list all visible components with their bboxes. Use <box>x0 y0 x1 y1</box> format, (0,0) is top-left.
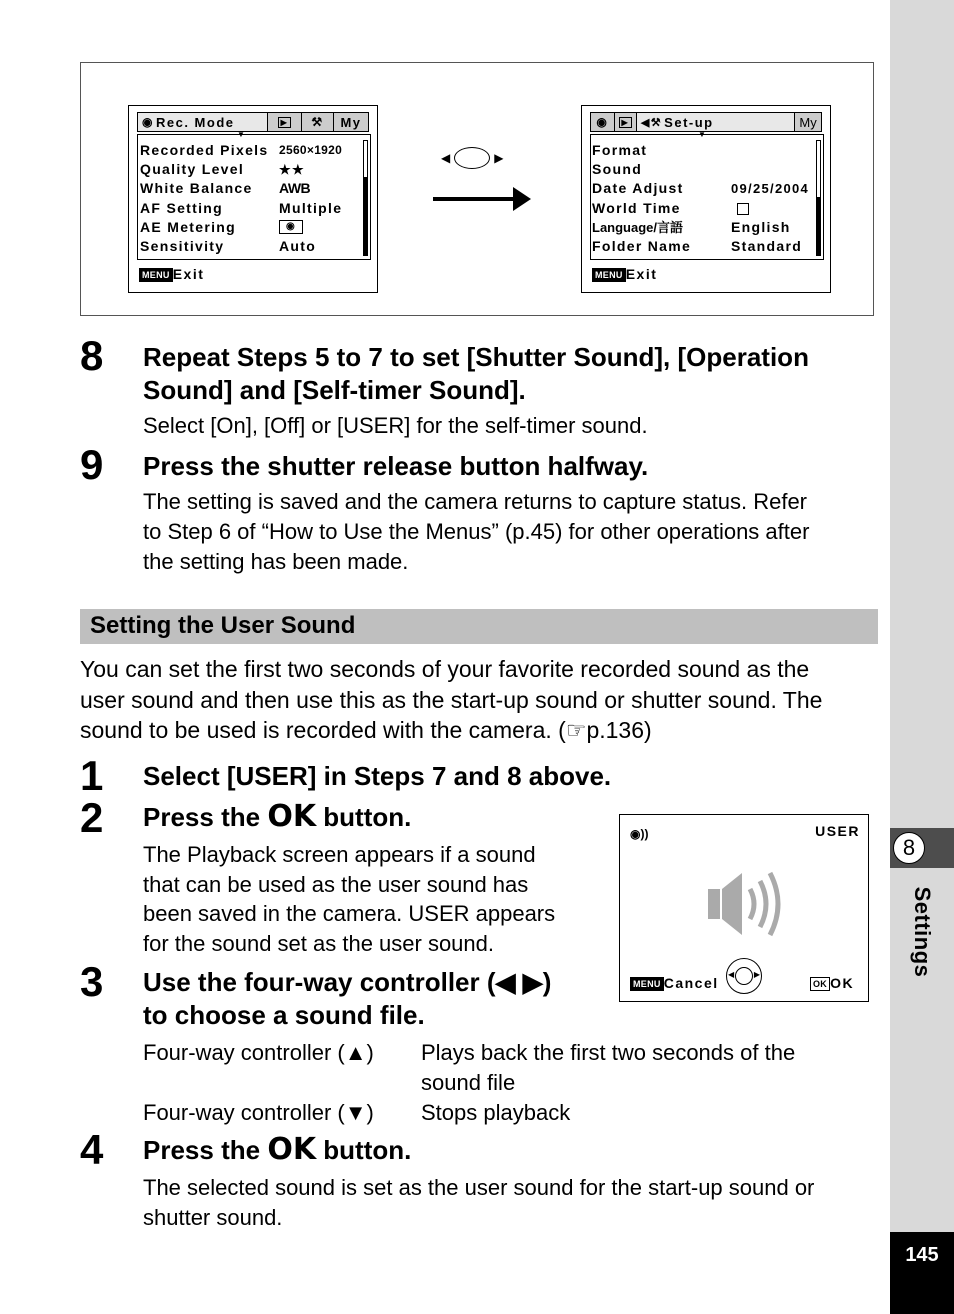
section-title: Setting the User Sound <box>90 612 356 639</box>
sound-record-icon: ◉)) <box>630 827 649 841</box>
ok-glyph: OK <box>267 799 317 834</box>
step-4-body: The selected sound is set as the user sound for the start-up sound or shutter sound. <box>143 1175 815 1230</box>
step-number-3: 3 <box>80 958 104 1005</box>
camera-icon: ◉ <box>142 115 154 129</box>
list-item: Date Adjust 09/25/2004 <box>592 180 810 197</box>
ok-hint: OK OK <box>810 975 854 991</box>
chapter-label: Settings <box>910 886 935 978</box>
step-3-title: Use the four-way controller (◀ ▶) to choose a sound file. <box>143 967 552 1030</box>
control-cell: Four-way controller (▼) <box>143 1100 374 1125</box>
table-row <box>143 1098 795 1128</box>
user-label: USER <box>815 823 860 839</box>
step-number-8: 8 <box>80 332 104 379</box>
tab-rec-mode: ◉ Rec. Mode <box>138 113 268 131</box>
scrollbar <box>816 140 821 256</box>
camera-icon: ◉ <box>591 113 615 131</box>
tab-my: My <box>799 114 817 130</box>
list-item: White Balance AWB <box>140 180 311 197</box>
step-number-1: 1 <box>80 752 104 799</box>
list-item: AE Metering ◉ <box>140 218 342 237</box>
list-item: Sound <box>592 161 643 178</box>
table-row <box>143 1038 795 1098</box>
tab-setup: ◀⚒ Set-up <box>637 113 795 131</box>
step-number-2: 2 <box>80 794 104 841</box>
ok-key-icon: OK <box>810 977 830 991</box>
speaker-icon <box>706 869 786 939</box>
exit-hint: MENU Exit <box>139 266 204 282</box>
playback-icon: ▶ <box>615 113 637 131</box>
list-item: World Time <box>592 199 809 218</box>
tab-my: My <box>340 114 362 130</box>
step-9-body: The setting is saved and the camera returns to capture status. Refer to Step 6 of “How to Use the Menus” (p.45) for other operations after the setting has been made. <box>143 489 810 574</box>
step-9-title: Press the shutter release button halfway. <box>143 451 649 481</box>
step-8-body: Select [On], [Off] or [USER] for the self-timer sound. <box>143 413 648 438</box>
setup-icon: ⚒ <box>302 113 334 131</box>
menu-tabs <box>137 112 369 132</box>
step-8-title: Repeat Steps 5 to 7 to set [Shutter Sound], [Operation Sound] and [Self-timer Sound]. <box>143 342 809 405</box>
cursor-arrow-icon: ▼ <box>698 130 706 139</box>
list-item: AF Setting Multiple <box>140 199 343 216</box>
chapter-number: 8 <box>893 832 925 864</box>
controller-table <box>143 1038 795 1128</box>
list-item: Quality Level ★★ <box>140 161 305 178</box>
cursor-arrow-icon: ▼ <box>237 130 245 139</box>
page-number: 145 <box>890 1232 954 1314</box>
menu-figure <box>80 62 874 316</box>
menu-list <box>140 141 342 256</box>
list-item: Sensitivity Auto <box>140 238 317 255</box>
step-number-4: 4 <box>80 1126 104 1173</box>
ok-glyph: OK <box>267 1132 317 1167</box>
step-2-title: Press the OK button. <box>143 799 412 834</box>
list-item: Recorded Pixels 2560×1920 <box>140 142 343 158</box>
playback-icon: ▶ <box>268 113 302 131</box>
menu-key-icon: MENU <box>592 268 626 282</box>
step-1-title: Select [USER] in Steps 7 and 8 above. <box>143 761 612 791</box>
control-cell: Four-way controller (▲) <box>143 1040 374 1065</box>
setup-screen <box>581 105 831 293</box>
action-cell: Plays back the first two seconds of the sound file <box>421 1040 796 1095</box>
four-way-controller-icon: ◀ ▶ <box>726 958 762 994</box>
world-time-box-icon <box>737 203 749 215</box>
setup-icon: ◀⚒ <box>640 116 663 129</box>
menu-list <box>592 141 809 256</box>
list-item: Folder Name Standard <box>592 238 803 255</box>
scrollbar <box>363 140 368 256</box>
playback-screen <box>619 814 869 1002</box>
exit-hint: MENU Exit <box>592 266 657 282</box>
menu-tabs <box>590 112 822 132</box>
menu-key-icon: MENU <box>630 977 664 991</box>
section-intro: You can set the first two seconds of your favorite recorded sound as the user sound and then use this as the start-up sound or shutter sound. The sound to be used is recorded with the camera. (☞p.136) <box>80 656 823 743</box>
list-item: Language/言語 English <box>592 218 791 235</box>
four-way-controller-icon: ◀ ▶ <box>441 147 503 169</box>
menu-key-icon: MENU <box>139 268 173 282</box>
arrow-right-icon <box>433 197 517 201</box>
cancel-hint: MENU Cancel <box>630 975 719 991</box>
action-cell: Stops playback <box>421 1100 571 1125</box>
step-4-title: Press the OK button. <box>143 1132 412 1167</box>
step-number-9: 9 <box>80 441 104 488</box>
list-item: Format <box>592 142 648 158</box>
metering-icon: ◉ <box>279 220 303 234</box>
step-2-body: The Playback screen appears if a sound that can be used as the user sound has been saved in the camera. USER appears for the sound set as the user sound. <box>143 842 556 957</box>
side-bar <box>890 0 954 1314</box>
arrow-head <box>513 187 531 211</box>
rec-mode-screen <box>128 105 378 293</box>
